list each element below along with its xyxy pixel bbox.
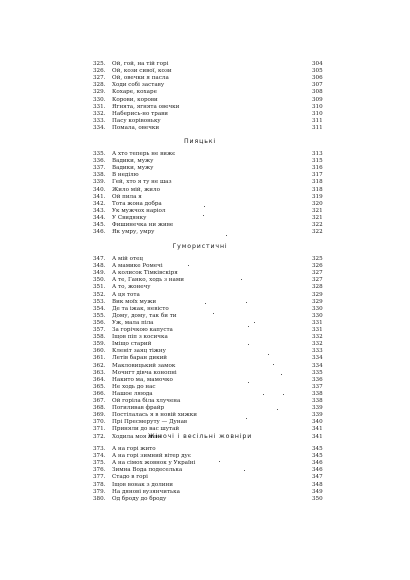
toc-entry bbox=[93, 327, 323, 334]
entry-page-number: 335 bbox=[312, 369, 323, 376]
entry-number: 329. bbox=[93, 89, 106, 96]
entry-number: 350. bbox=[93, 277, 106, 284]
toc-entry bbox=[93, 446, 323, 453]
section-heading: Пияцькі bbox=[183, 138, 216, 145]
entry-title: Ой, гой, на тій горі bbox=[112, 61, 169, 67]
toc-entry bbox=[93, 391, 323, 398]
entry-page-number: 331 bbox=[312, 319, 323, 326]
entry-page-number: 310 bbox=[312, 110, 323, 117]
entry-page-number: 331 bbox=[312, 327, 323, 333]
entry-page-number: 305 bbox=[312, 68, 323, 75]
entry-number: 335. bbox=[93, 151, 106, 157]
scan-speck bbox=[248, 382, 249, 383]
toc-entry bbox=[93, 355, 323, 362]
entry-number: 334. bbox=[93, 124, 106, 131]
toc-entry bbox=[93, 419, 323, 426]
toc-entry bbox=[93, 165, 323, 172]
entry-number: 366. bbox=[93, 390, 106, 397]
entry-number: 339. bbox=[93, 179, 106, 186]
entry-title: Наберись-но трави bbox=[112, 110, 169, 117]
entry-page-number: 345 bbox=[312, 446, 323, 452]
entry-title: Летів баран дикий bbox=[112, 355, 168, 362]
toc-entry bbox=[93, 256, 323, 263]
toc-entry bbox=[93, 158, 323, 165]
toc-entry bbox=[93, 384, 323, 391]
entry-page-number: 332 bbox=[312, 334, 323, 341]
entry-number: 332. bbox=[93, 110, 106, 117]
toc-entry bbox=[93, 61, 323, 68]
entry-page-number: 320 bbox=[312, 200, 323, 207]
entry-page-number: 317 bbox=[312, 172, 323, 179]
entry-page-number: 330 bbox=[312, 305, 323, 312]
toc-entry bbox=[93, 229, 323, 236]
entry-title: Помала, овечки bbox=[112, 124, 160, 131]
entry-number: 355. bbox=[93, 312, 106, 319]
toc-entry bbox=[93, 208, 323, 215]
entry-title: Ой, кози сивої, кози bbox=[112, 68, 172, 75]
toc-entry bbox=[93, 334, 323, 341]
entry-title: Нашое ляюда bbox=[112, 390, 153, 397]
entry-title: Жило мій, жило bbox=[112, 186, 160, 193]
entry-number: 376. bbox=[93, 467, 106, 474]
entry-number: 360. bbox=[93, 348, 106, 355]
entry-title: За горічкою капуста bbox=[112, 327, 173, 333]
entry-number: 342. bbox=[93, 200, 106, 207]
toc-entry bbox=[93, 370, 323, 377]
entry-number: 365. bbox=[93, 383, 106, 390]
entry-title: Накито ма, мамочко bbox=[112, 376, 173, 383]
toc-entry bbox=[93, 194, 323, 201]
entry-page-number: 307 bbox=[312, 82, 323, 89]
toc-entry bbox=[93, 284, 323, 291]
entry-number: 371. bbox=[93, 426, 106, 433]
entry-title: Ой пила я bbox=[112, 193, 142, 200]
entry-page-number: 311 bbox=[312, 124, 323, 131]
entry-number: 341. bbox=[93, 193, 106, 200]
entry-title: А те, Ганко, ходь з нами bbox=[112, 277, 184, 284]
entry-page-number: 308 bbox=[312, 89, 323, 96]
scan-speck bbox=[226, 235, 227, 236]
entry-page-number: 340 bbox=[312, 419, 323, 426]
entry-title: Ой, овечки я пасла bbox=[112, 75, 169, 82]
toc-entry bbox=[93, 125, 323, 132]
entry-page-number: 325 bbox=[312, 256, 323, 262]
entry-number: 344. bbox=[93, 214, 106, 221]
entry-number: 336. bbox=[93, 158, 106, 165]
toc-entry bbox=[93, 306, 323, 313]
entry-title: Іміщо старий bbox=[112, 341, 152, 348]
toc-entry bbox=[93, 118, 323, 125]
scan-speck bbox=[277, 409, 278, 410]
entry-number: 362. bbox=[93, 362, 106, 369]
entry-title: Вадики, мужу bbox=[112, 165, 154, 172]
entry-number: 378. bbox=[93, 481, 106, 488]
entry-page-number: 346 bbox=[312, 460, 323, 467]
entry-number: 354. bbox=[93, 305, 106, 312]
entry-page-number: 338 bbox=[312, 390, 323, 397]
entry-page-number: 339 bbox=[312, 405, 323, 412]
entry-number: 370. bbox=[93, 419, 106, 426]
entry-page-number: 321 bbox=[312, 207, 323, 214]
entry-title: Як умру, умру bbox=[112, 229, 155, 236]
entry-title: Ягнята, ягнята овечки bbox=[112, 103, 180, 110]
toc-entry bbox=[93, 398, 323, 405]
entry-title: А то, жонечу bbox=[112, 284, 151, 291]
entry-page-number: 332 bbox=[312, 341, 323, 348]
scan-speck bbox=[188, 265, 189, 266]
toc-entry bbox=[93, 412, 323, 419]
entry-number: 377. bbox=[93, 474, 106, 481]
entry-page-number: 310 bbox=[312, 103, 323, 110]
entry-number: 338. bbox=[93, 172, 106, 179]
entry-title: Вик моїх мужи bbox=[112, 298, 157, 305]
entry-page-number: 341 bbox=[312, 433, 323, 440]
entry-title: Погиливав фрайр bbox=[112, 405, 165, 412]
entry-number: 352. bbox=[93, 291, 106, 298]
entry-title: Фишинечка ни живе bbox=[112, 222, 174, 228]
entry-number: 361. bbox=[93, 355, 106, 362]
entry-page-number: 311 bbox=[312, 117, 323, 124]
entry-number: 349. bbox=[93, 270, 106, 277]
toc-entry bbox=[93, 82, 323, 89]
entry-title: Корови, корови bbox=[112, 96, 158, 103]
entry-title: Макловицький замок bbox=[112, 362, 176, 369]
entry-title: У Свидянку bbox=[112, 214, 147, 221]
scan-speck bbox=[204, 206, 205, 207]
entry-number: 353. bbox=[93, 298, 106, 305]
entry-page-number: 339 bbox=[312, 412, 323, 419]
entry-number: 368. bbox=[93, 405, 106, 412]
entry-page-number: 322 bbox=[312, 222, 323, 228]
entry-title: Приняли до вас шутай bbox=[112, 426, 180, 433]
entry-page-number: 329 bbox=[312, 298, 323, 305]
entry-title: На дянові вузянчитька bbox=[112, 488, 180, 495]
toc-entry bbox=[93, 489, 323, 496]
toc-entry bbox=[93, 405, 323, 412]
entry-page-number: 318 bbox=[312, 186, 323, 193]
scan-speck bbox=[246, 418, 247, 419]
entry-page-number: 347 bbox=[312, 474, 323, 481]
entry-title: Зимна Вода подеселька bbox=[112, 467, 183, 474]
entry-title: Гей, хто я ту не шаз bbox=[112, 179, 172, 186]
entry-title: Стадо в горі bbox=[112, 474, 148, 481]
entry-number: 358. bbox=[93, 334, 106, 341]
scan-speck bbox=[246, 302, 247, 303]
entry-page-number: 345 bbox=[312, 453, 323, 460]
entry-page-number: 316 bbox=[312, 165, 323, 172]
entry-number: 372. bbox=[93, 433, 106, 440]
entry-title: Де та іжак, невісто bbox=[112, 305, 169, 312]
entry-page-number: 330 bbox=[312, 312, 323, 319]
entry-number: 363. bbox=[93, 369, 106, 376]
entry-number: 351. bbox=[93, 284, 106, 291]
section-heading: Гумористичні bbox=[172, 243, 228, 250]
entry-page-number: 349 bbox=[312, 488, 323, 495]
entry-page-number: 322 bbox=[312, 229, 323, 236]
entry-page-number: 350 bbox=[312, 495, 323, 502]
entry-title: Постілалась я в новій хижки bbox=[112, 412, 198, 419]
entry-page-number: 327 bbox=[312, 270, 323, 277]
scan-speck bbox=[268, 354, 269, 355]
entry-title: Ой горіла біла хлучена bbox=[112, 398, 181, 404]
entry-number: 343. bbox=[93, 207, 106, 214]
entry-title: Од броду до броду bbox=[112, 495, 167, 502]
entry-number: 345. bbox=[93, 222, 106, 228]
toc-entry bbox=[93, 187, 323, 194]
entry-number: 328. bbox=[93, 82, 106, 89]
scan-speck bbox=[281, 374, 282, 375]
toc-entry bbox=[93, 111, 323, 118]
toc-entry bbox=[93, 467, 323, 474]
entry-number: 326. bbox=[93, 68, 106, 75]
entry-page-number: 304 bbox=[312, 61, 323, 67]
entry-page-number: 333 bbox=[312, 348, 323, 355]
scan-speck bbox=[241, 279, 242, 280]
entry-title: В неділю bbox=[112, 172, 139, 179]
entry-number: 359. bbox=[93, 341, 106, 348]
scan-speck bbox=[248, 344, 249, 345]
entry-page-number: 329 bbox=[312, 291, 323, 298]
entry-title: Іщов вонак з долини bbox=[112, 481, 173, 488]
entry-title: А мій отец bbox=[112, 256, 144, 262]
entry-number: 337. bbox=[93, 165, 106, 172]
entry-number: 379. bbox=[93, 488, 106, 495]
scan-speck bbox=[283, 394, 284, 395]
toc-entry bbox=[93, 460, 323, 467]
entry-page-number: 328 bbox=[312, 284, 323, 291]
entry-number: 340. bbox=[93, 186, 106, 193]
toc-entry bbox=[93, 299, 323, 306]
entry-page-number: 334 bbox=[312, 355, 323, 362]
entry-page-number: 326 bbox=[312, 263, 323, 270]
toc-entry bbox=[93, 179, 323, 186]
entry-number: 331. bbox=[93, 103, 106, 110]
entry-page-number: 341 bbox=[312, 426, 323, 433]
toc-entry bbox=[93, 453, 323, 460]
entry-page-number: 338 bbox=[312, 398, 323, 404]
entry-page-number: 346 bbox=[312, 467, 323, 474]
scan-speck bbox=[205, 303, 206, 304]
toc-entry bbox=[93, 89, 323, 96]
toc-entry bbox=[93, 172, 323, 179]
entry-title: Не ходь до нас bbox=[112, 383, 156, 390]
toc-entry bbox=[93, 482, 323, 489]
entry-title: Кохаре, кохаре bbox=[112, 89, 157, 96]
entry-page-number: 306 bbox=[312, 75, 323, 82]
entry-title: Мочнгт дівча конопні bbox=[112, 369, 177, 376]
entry-number: 325. bbox=[93, 61, 106, 67]
entry-title: Дому, дому, так би ти bbox=[112, 312, 177, 319]
toc-entry bbox=[93, 341, 323, 348]
entry-title: Вадики, мужу bbox=[112, 158, 154, 165]
entry-page-number: 327 bbox=[312, 277, 323, 284]
entry-page-number: 309 bbox=[312, 96, 323, 103]
entry-title: Пасу корівоньку bbox=[112, 117, 161, 124]
entry-title: Уж, мала піла bbox=[112, 319, 154, 326]
toc-entry bbox=[93, 292, 323, 299]
toc-entry bbox=[93, 313, 323, 320]
entry-page-number: 313 bbox=[312, 151, 323, 157]
entry-title: А колисок Тімківскіря bbox=[112, 270, 178, 277]
entry-title: А на сімох жовнок у Україні bbox=[112, 460, 196, 467]
entry-number: 369. bbox=[93, 412, 106, 419]
entry-number: 356. bbox=[93, 319, 106, 326]
entry-number: 367. bbox=[93, 398, 106, 404]
entry-number: 364. bbox=[93, 376, 106, 383]
entry-page-number: 319 bbox=[312, 193, 323, 200]
entry-page-number: 348 bbox=[312, 481, 323, 488]
entry-title: Іщов піп з косичка bbox=[112, 334, 168, 341]
entry-number: 327. bbox=[93, 75, 106, 82]
entry-number: 330. bbox=[93, 96, 106, 103]
scan-speck bbox=[244, 470, 245, 471]
toc-entry bbox=[93, 496, 323, 503]
scan-speck bbox=[254, 322, 255, 323]
scan-speck bbox=[219, 461, 220, 462]
entry-title: А ця тота bbox=[112, 291, 140, 298]
entry-title: А на горі жито bbox=[112, 446, 156, 452]
toc-entry bbox=[93, 68, 323, 75]
entry-number: 347. bbox=[93, 256, 106, 262]
entry-title: А хто теперь не вижє bbox=[112, 151, 176, 157]
toc-entry bbox=[93, 97, 323, 104]
toc-entry bbox=[93, 222, 323, 229]
toc-entry bbox=[93, 104, 323, 111]
toc-entry bbox=[93, 270, 323, 277]
section-heading: Жіночі і весільні жовніри bbox=[147, 433, 253, 440]
toc-entry bbox=[93, 215, 323, 222]
entry-title: Прі Пресмеруту — Дунав bbox=[112, 419, 188, 426]
entry-title: Кленіт заяц тіжну bbox=[112, 348, 166, 355]
entry-number: 346. bbox=[93, 229, 106, 236]
scan-speck bbox=[213, 313, 214, 314]
scan-speck bbox=[248, 326, 249, 327]
toc-entry bbox=[93, 320, 323, 327]
entry-title: Ходила моя мені bbox=[112, 433, 162, 440]
entry-title: А на горі зимний вітер дує bbox=[112, 453, 191, 460]
entry-page-number: 337 bbox=[312, 383, 323, 390]
toc-entry bbox=[93, 151, 323, 158]
scan-speck bbox=[273, 364, 274, 365]
entry-title: Тота жона добра bbox=[112, 200, 162, 207]
entry-title: Ук мужчох наріол bbox=[112, 207, 166, 214]
toc-entry bbox=[93, 263, 323, 270]
entry-number: 357. bbox=[93, 327, 106, 333]
toc-entry bbox=[93, 474, 323, 481]
entry-number: 375. bbox=[93, 460, 106, 467]
entry-page-number: 336 bbox=[312, 376, 323, 383]
entry-number: 333. bbox=[93, 117, 106, 124]
entry-number: 374. bbox=[93, 453, 106, 460]
entry-number: 380. bbox=[93, 495, 106, 502]
entry-number: 373. bbox=[93, 446, 106, 452]
entry-page-number: 334 bbox=[312, 362, 323, 369]
scan-speck bbox=[203, 215, 204, 216]
entry-title: А мамике Ромечі bbox=[112, 263, 163, 270]
toc-entry bbox=[93, 363, 323, 370]
entry-title: Ходи собі заставу bbox=[112, 82, 165, 89]
scan-speck bbox=[263, 394, 264, 395]
entry-page-number: 321 bbox=[312, 214, 323, 221]
toc-entry bbox=[93, 277, 323, 284]
toc-entry bbox=[93, 377, 323, 384]
entry-page-number: 315 bbox=[312, 158, 323, 165]
toc-entry bbox=[93, 201, 323, 208]
entry-page-number: 318 bbox=[312, 179, 323, 186]
entry-number: 348. bbox=[93, 263, 106, 270]
